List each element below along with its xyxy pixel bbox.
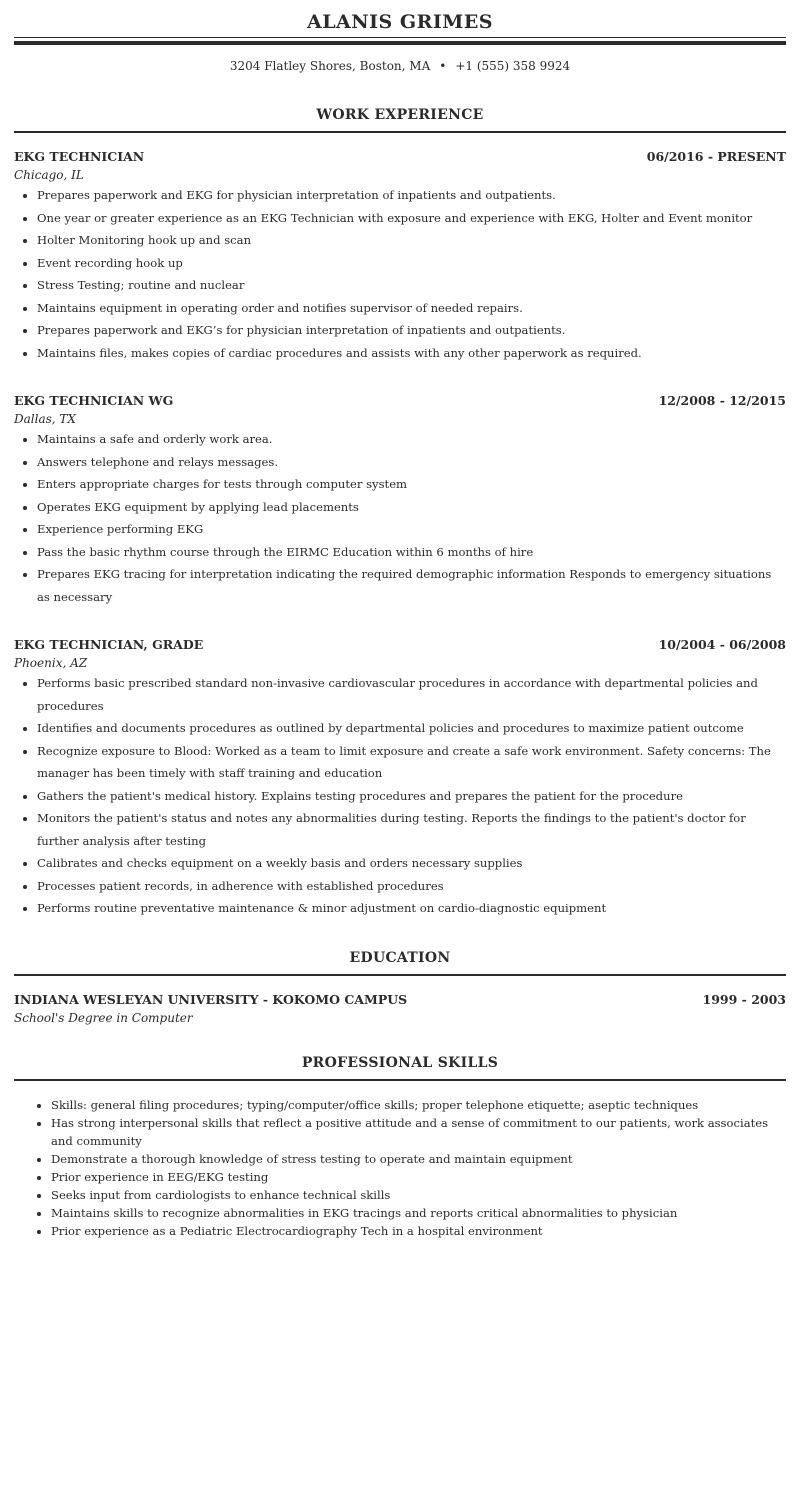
- education-entry: [14, 991, 786, 1027]
- header-rule-thin: [14, 37, 786, 38]
- work-experience-section: [14, 105, 786, 920]
- job-dates: 12/2008 - 12/2015: [658, 393, 786, 408]
- list-item: • Calibrates and checks equipment on a weekly basis and orders necessary supplies: [37, 852, 786, 875]
- section-rule-work: [14, 131, 786, 133]
- section-rule-skills: [14, 1079, 786, 1081]
- candidate-name: ALANIS GRIMES: [306, 11, 494, 33]
- list-item: • Gathers the patient's medical history. Explains testing procedures and prepares the patient for the procedure: [37, 785, 786, 808]
- job-dates: 10/2004 - 06/2008: [658, 637, 786, 652]
- list-item: • Operates EKG equipment by applying lead placements: [37, 496, 786, 519]
- list-item: • Recognize exposure to Blood: Worked as a team to limit exposure and create a safe work environment. Safety concerns: The manager has been timely with staff training and education: [37, 740, 786, 785]
- education-section: [14, 948, 786, 1027]
- job-title: EKG TECHNICIAN WG: [14, 393, 174, 408]
- list-item: • Stress Testing; routine and nuclear: [37, 274, 786, 297]
- list-item: • Processes patient records, in adherence with established procedures: [37, 875, 786, 898]
- section-title-skills: PROFESSIONAL SKILLS: [301, 1054, 499, 1071]
- address: 3204 Flatley Shores, Boston, MA: [229, 59, 431, 73]
- skills-section: [14, 1053, 786, 1240]
- contact-line: [14, 57, 786, 75]
- resume-page: [14, 0, 786, 1240]
- list-item: • Prior experience in EEG/EKG testing: [51, 1168, 786, 1186]
- contact-separator: •: [439, 59, 447, 73]
- section-title-education: EDUCATION: [349, 949, 451, 966]
- section-rule-education: [14, 974, 786, 976]
- list-item: • Prepares paperwork and EKG’s for physician interpretation of inpatients and outpatients.: [37, 319, 786, 342]
- degree: School's Degree in Computer: [14, 1010, 193, 1025]
- job-bullets: [14, 184, 786, 364]
- list-item: • Monitors the patient's status and notes any abnormalities during testing. Reports the findings to the patient's doctor for further analysis after testing: [37, 807, 786, 852]
- job-location: Phoenix, AZ: [14, 656, 88, 670]
- job-location: Dallas, TX: [14, 412, 76, 426]
- phone: +1 (555) 358 9924: [455, 59, 571, 73]
- list-item: • Maintains a safe and orderly work area.: [37, 428, 786, 451]
- list-item: • One year or greater experience as an EKG Technician with exposure and experience with EKG, Holter and Event monitor: [37, 207, 786, 230]
- list-item: • Maintains equipment in operating order and notifies supervisor of needed repairs.: [37, 297, 786, 320]
- skills-list: [14, 1096, 786, 1240]
- list-item: • Has strong interpersonal skills that reflect a positive attitude and a sense of commitment to our patients, work associates and community: [51, 1114, 786, 1150]
- list-item: • Performs basic prescribed standard non-invasive cardiovascular procedures in accordance with departmental policies and procedures: [37, 672, 786, 717]
- job-title: EKG TECHNICIAN, GRADE: [14, 637, 204, 652]
- list-item: • Prior experience as a Pediatric Electrocardiography Tech in a hospital environment: [51, 1222, 786, 1240]
- school-name: INDIANA WESLEYAN UNIVERSITY - KOKOMO CAMPUS: [14, 991, 408, 1007]
- header-rule-thick: [14, 41, 786, 45]
- list-item: • Maintains skills to recognize abnormalities in EKG tracings and reports critical abnormalities to physician: [51, 1204, 786, 1222]
- list-item: • Performs routine preventative maintenance & minor adjustment on cardio-diagnostic equipment: [37, 897, 786, 920]
- job-dates: 06/2016 - PRESENT: [646, 149, 786, 164]
- list-item: • Prepares EKG tracing for interpretation indicating the required demographic information Responds to emergency situations as necessary: [37, 563, 786, 608]
- list-item: • Answers telephone and relays messages.: [37, 451, 786, 474]
- section-title-work: WORK EXPERIENCE: [316, 107, 484, 123]
- list-item: • Maintains files, makes copies of cardiac procedures and assists with any other paperwork as required.: [37, 342, 786, 365]
- list-item: • Experience performing EKG: [37, 518, 786, 541]
- list-item: • Demonstrate a thorough knowledge of stress testing to operate and maintain equipment: [51, 1150, 786, 1168]
- job-title: EKG TECHNICIAN: [14, 149, 145, 164]
- job-location: Chicago, IL: [14, 168, 84, 182]
- job-bullets: [14, 428, 786, 608]
- list-item: • Pass the basic rhythm course through the EIRMC Education within 6 months of hire: [37, 541, 786, 564]
- list-item: • Prepares paperwork and EKG for physician interpretation of inpatients and outpatients.: [37, 184, 786, 207]
- job-entry-2: [14, 392, 786, 608]
- education-dates: 1999 - 2003: [702, 991, 786, 1007]
- list-item: • Enters appropriate charges for tests through computer system: [37, 473, 786, 496]
- list-item: • Skills: general filing procedures; typing/computer/office skills; proper telephone etiquette; aseptic techniques: [51, 1096, 786, 1114]
- job-entry-3: [14, 636, 786, 920]
- list-item: • Holter Monitoring hook up and scan: [37, 229, 786, 252]
- list-item: • Seeks input from cardiologists to enhance technical skills: [51, 1186, 786, 1204]
- job-entry-1: [14, 148, 786, 364]
- list-item: • Identifies and documents procedures as outlined by departmental policies and procedures to maximize patient outcome: [37, 717, 786, 740]
- job-bullets: [14, 672, 786, 920]
- list-item: • Event recording hook up: [37, 252, 786, 275]
